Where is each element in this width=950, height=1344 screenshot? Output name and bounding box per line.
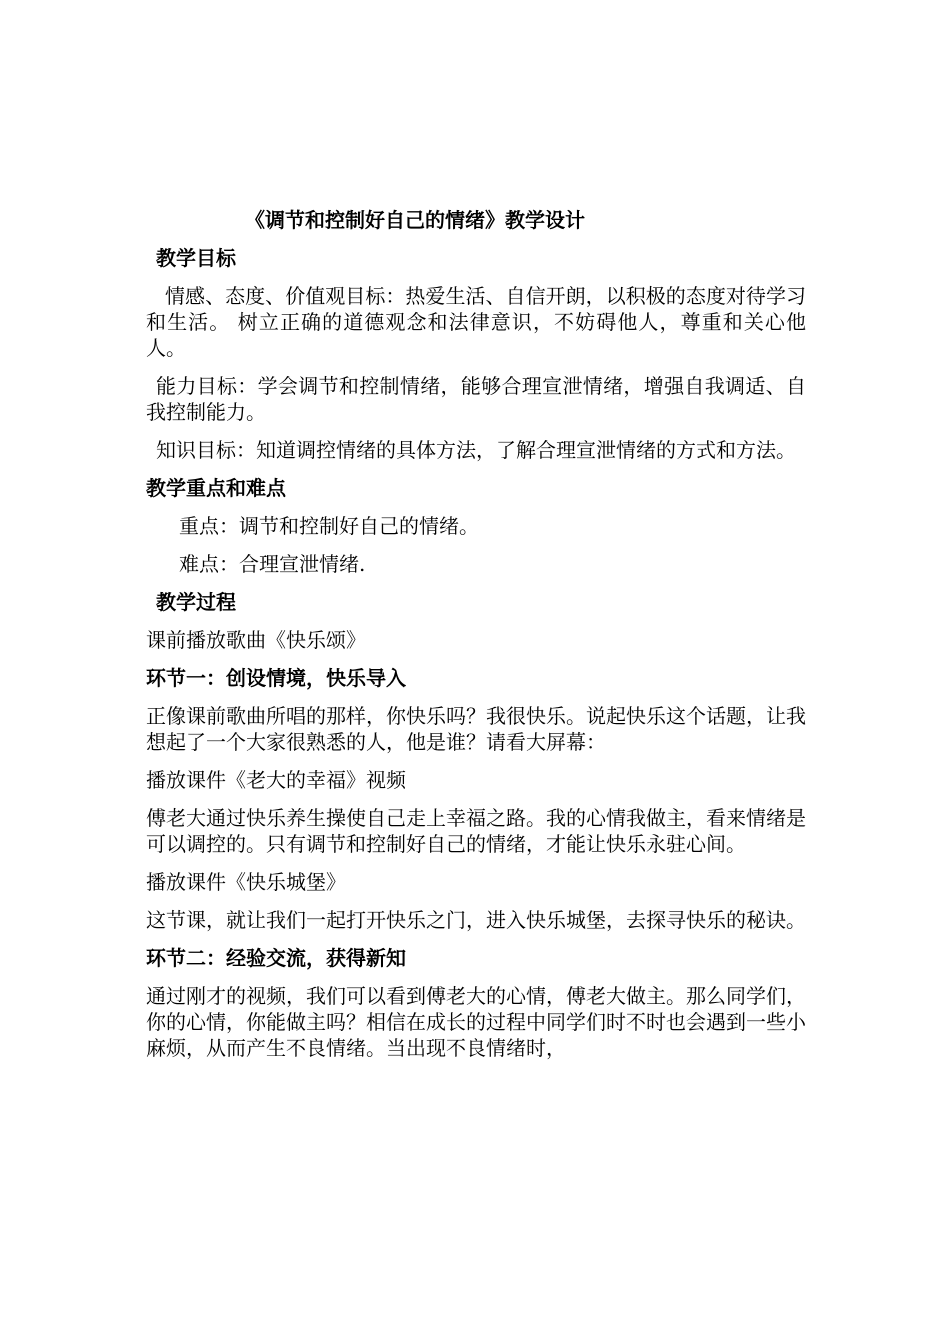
step1-paragraph-4: 播放课件《快乐城堡》 bbox=[146, 870, 346, 894]
process-heading: 教学过程 bbox=[156, 590, 236, 614]
step1-heading: 环节一：创设情境，快乐导入 bbox=[146, 666, 406, 690]
document-body bbox=[146, 207, 806, 1073]
step2-paragraph-1: 通过刚才的视频，我们可以看到傅老大的心情，傅老大做主。那么同学们，你的心情，你能做主吗？相信在成长的过程中同学们时不时也会遇到一些小麻烦，从而产生不良情绪。当出现不良情绪时， bbox=[146, 984, 806, 1060]
step2-heading: 环节二：经验交流，获得新知 bbox=[146, 946, 406, 970]
document-title: 《调节和控制好自己的情绪》教学设计 bbox=[245, 208, 585, 232]
step1-paragraph-2: 播放课件《老大的幸福》视频 bbox=[146, 768, 406, 792]
pre-class-paragraph: 课前播放歌曲《快乐颂》 bbox=[146, 628, 366, 652]
key-point-paragraph: 重点：调节和控制好自己的情绪。 bbox=[179, 514, 479, 538]
key-points-heading: 教学重点和难点 bbox=[146, 476, 286, 500]
step1-paragraph-3: 傅老大通过快乐养生操使自己走上幸福之路。我的心情我做主，看来情绪是可以调控的。只有调节和控制好自己的情绪，才能让快乐永驻心间。 bbox=[146, 806, 806, 856]
objective-knowledge-paragraph: 知识目标：知道调控情绪的具体方法，了解合理宣泄情绪的方式和方法。 bbox=[156, 438, 796, 462]
step1-paragraph-5: 这节课，就让我们一起打开快乐之门，进入快乐城堡，去探寻快乐的秘诀。 bbox=[146, 908, 806, 932]
step1-paragraph-1: 正像课前歌曲所唱的那样，你快乐吗？我很快乐。说起快乐这个话题，让我想起了一个大家很熟悉的人，他是谁？请看大屏幕： bbox=[146, 704, 806, 754]
objective-ability-paragraph: 能力目标：学会调节和控制情绪，能够合理宣泄情绪，增强自我调适、自我控制能力。 bbox=[146, 374, 806, 424]
objective-emotion-paragraph: 情感、态度、价值观目标：热爱生活、自信开朗，以积极的态度对待学习和生活。 树立正确的道德观念和法律意识，不妨碍他人，尊重和关心他人。 bbox=[146, 284, 806, 360]
difficulty-paragraph: 难点：合理宣泄情绪. bbox=[179, 552, 366, 576]
objectives-heading: 教学目标 bbox=[156, 246, 236, 270]
